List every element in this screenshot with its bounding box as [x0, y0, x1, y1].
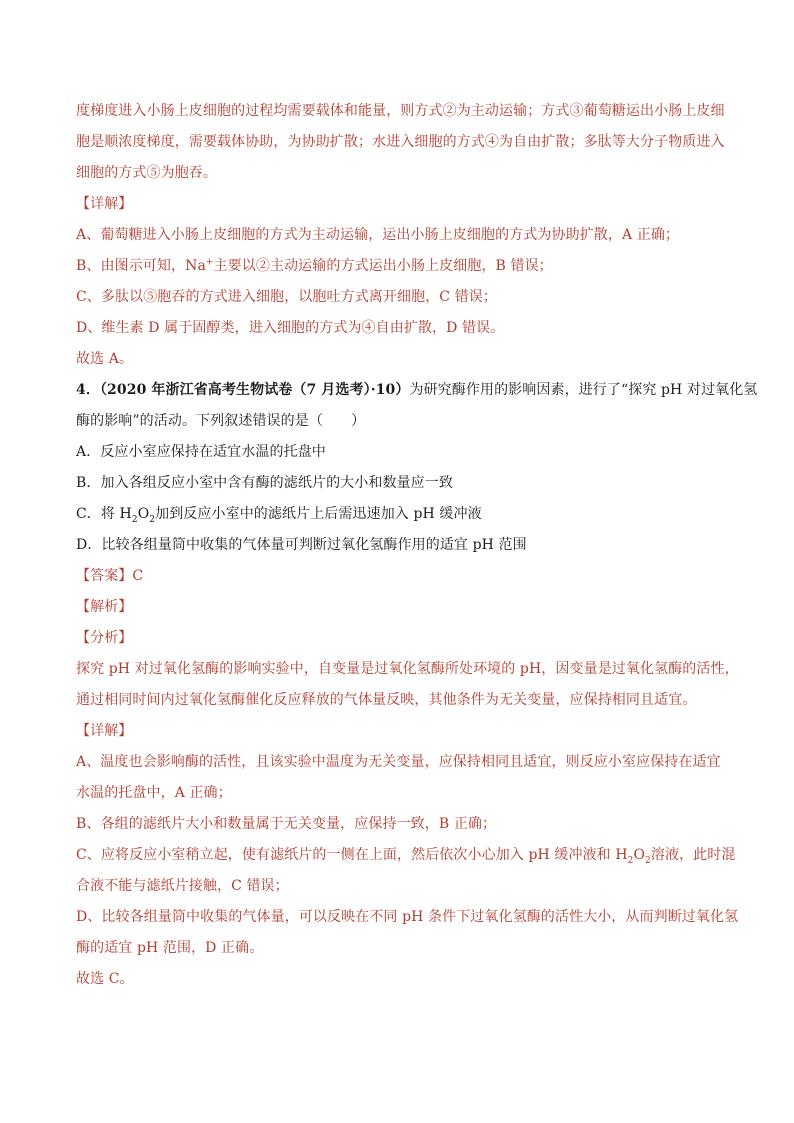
- question-4-option-a: A．反应小室应保持在适宜水温的托盘中: [76, 444, 326, 460]
- question-4-stem-line-1: 4．（2020 年浙江省高考生物试卷（7 月选考）·10）为研究酶作用的影响因素，进行了“探究 pH 对过氧化氢: [76, 382, 758, 398]
- analysis-heading: 【解析】: [76, 599, 133, 615]
- detail-option-a-line-2: 水温的托盘中，A 正确；: [76, 785, 232, 801]
- question-number: 4．: [76, 382, 100, 398]
- analysis-line-1: 探究 pH 对过氧化氢酶的影响实验中，自变量是过氧化氢酶所处环境的 pH，因变量是过氧化氢酶的活性，: [76, 661, 739, 677]
- question-4-option-d: D．比较各组量筒中收集的气体量可判断过氧化氢酶作用的适宜 pH 范围: [76, 537, 527, 553]
- detail-conclusion: 故选 C。: [76, 971, 134, 987]
- prev-analysis-line-1: 度梯度进入小肠上皮细胞的过程均需要载体和能量，则方式②为主动运输；方式③葡萄糖运出小肠上皮细: [76, 103, 725, 119]
- detail-option-d-line-1: D、比较各组量筒中收集的气体量，可以反映在不同 pH 条件下过氧化氢酶的活性大小，从而判断过氧化氢: [76, 909, 739, 925]
- prev-detail-heading: 【详解】: [76, 196, 133, 212]
- prev-detail-option-b: B、由图示可知，Na+主要以②主动运输的方式运出小肠上皮细胞，B 错误；: [76, 257, 553, 274]
- question-4-stem-line-2: 酶的影响”的活动。下列叙述错误的是（ ）: [76, 413, 366, 429]
- question-4-option-b: B．加入各组反应小室中含有酶的滤纸片的大小和数量应一致: [76, 475, 453, 491]
- detail-option-a-line-1: A、温度也会影响酶的活性，且该实验中温度为无关变量，应保持相同且适宜，则反应小室应保持在适宜: [76, 754, 721, 770]
- answer-line: [76, 561, 724, 592]
- answer-label: 【答案】: [76, 568, 133, 584]
- document-content: [76, 96, 758, 995]
- question-4-option-c: C．将 $H_2O_2$加到反应小室中的滤纸片上后需迅速加入 pH 缓冲液: [76, 506, 482, 525]
- prev-detail-option-a: A、葡萄糖进入小肠上皮细胞的方式为主动运输，运出小肠上皮细胞的方式为协助扩散，A 正确；: [76, 227, 680, 243]
- prev-analysis-line-2: 胞是顺浓度梯度，需要载体协助，为协助扩散；水进入细胞的方式④为自由扩散；多肽等大分子物质进入: [76, 134, 725, 150]
- question-source: （2020 年浙江省高考生物试卷（7 月选考）·10）: [99, 382, 410, 398]
- analysis-line-2: 通过相同时间内过氧化氢酶催化反应释放的气体量反映，其他条件为无关变量，应保持相同且适宜。: [76, 692, 697, 708]
- detail-heading: 【详解】: [76, 723, 133, 739]
- analysis-sub-heading: 【分析】: [76, 630, 133, 646]
- detail-option-d-line-2: 酶的适宜 pH 范围，D 正确。: [76, 940, 264, 956]
- prev-detail-option-c: C、多肽以⑤胞吞的方式进入细胞，以胞吐方式离开细胞，C 错误；: [76, 289, 497, 305]
- prev-analysis-line-3: 细胞的方式⑤为胞吞。: [76, 165, 217, 181]
- prev-detail-conclusion: 故选 A。: [76, 351, 134, 367]
- answer-value: C: [132, 568, 144, 584]
- prev-detail-option-d: D、维生素 D 属于固醇类，进入细胞的方式为④自由扩散，D 错误。: [76, 320, 505, 336]
- detail-option-c-line-2: 合液不能与滤纸片接触，C 错误；: [76, 878, 289, 894]
- detail-option-c-line-1: C、应将反应小室稍立起，使有滤纸片的一侧在上面，然后依次小心加入 pH 缓冲液和 $H_2O_2$溶液，此时混: [76, 847, 736, 866]
- detail-option-b: B、各组的滤纸片大小和数量属于无关变量，应保持一致，B 正确；: [76, 816, 497, 832]
